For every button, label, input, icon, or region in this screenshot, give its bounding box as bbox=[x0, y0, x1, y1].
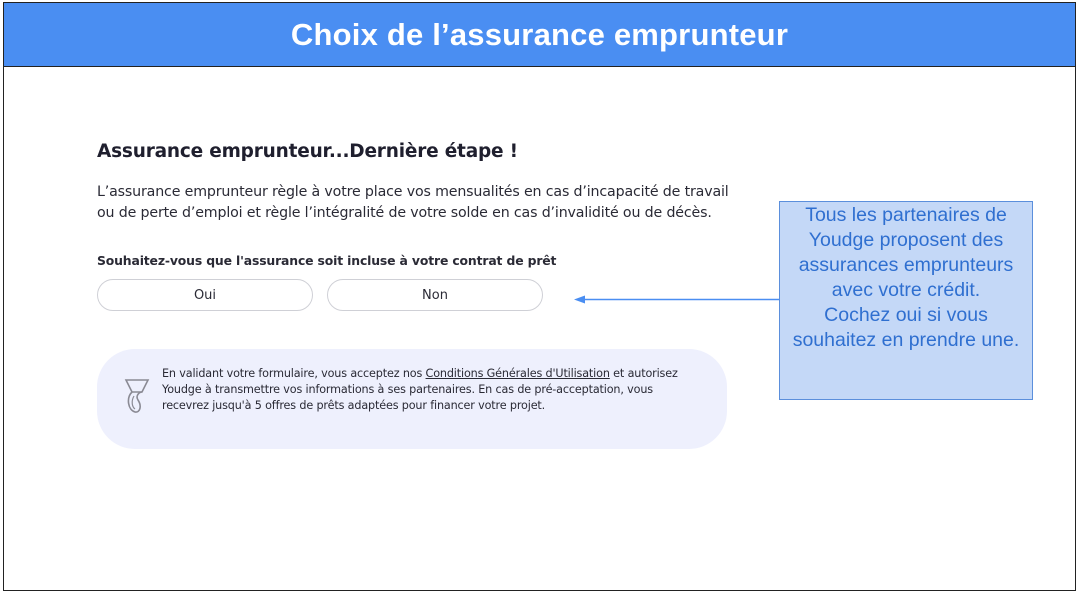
form-heading: Assurance emprunteur...Dernière étape ! bbox=[97, 141, 518, 162]
non-button[interactable]: Non bbox=[327, 279, 543, 311]
consent-text bbox=[162, 366, 702, 414]
callout-line-2: Cochez oui si vous souhaitez en prendre une. bbox=[792, 304, 1020, 351]
cgu-link[interactable]: Conditions Générales d'Utilisation bbox=[425, 367, 610, 380]
consent-text-start: En validant votre formulaire, vous acceptez nos bbox=[162, 367, 426, 380]
oui-button[interactable]: Oui bbox=[97, 279, 313, 311]
banner-title: Choix de l’assurance emprunteur bbox=[290, 16, 789, 52]
insurance-question: Souhaitez-vous que l'assurance soit incluse à votre contrat de prêt bbox=[97, 253, 557, 268]
callout-line-1: Tous les partenaires de Youdge proposent des assurances emprunteurs avec votre crédit. bbox=[798, 204, 1014, 301]
pointer-arrow bbox=[572, 292, 782, 308]
youdge-logo-icon bbox=[122, 376, 152, 416]
title-banner bbox=[4, 3, 1075, 67]
insurance-description: L’assurance emprunteur règle à votre place vos mensualités en cas d’incapacité de travail ou de perte d’emploi et règle l’intégralité de votre solde en cas d’invalidité ou de décès. bbox=[97, 184, 729, 221]
consent-text-end: et autorisez Youdge à transmettre vos informations à ses partenaires. En cas de pré-acceptation, vous recevrez jusqu'à 5 offres de prêts adaptées pour financer votre projet. bbox=[162, 367, 678, 412]
annotation-callout bbox=[779, 201, 1033, 400]
